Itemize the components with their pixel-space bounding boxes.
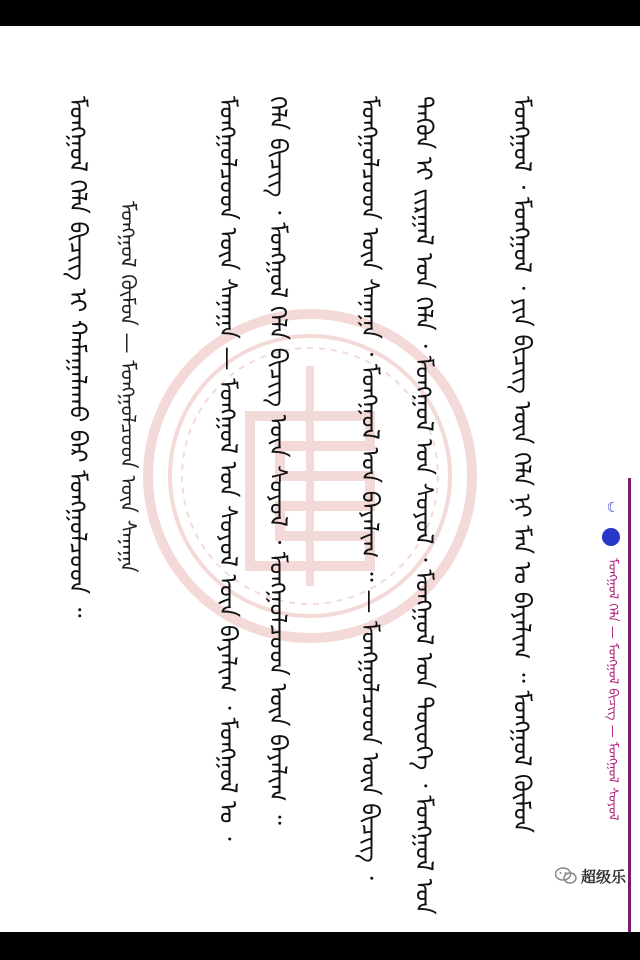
signature-line bbox=[108, 201, 148, 621]
text-line-2-content: ᠲᠡᠭᠦᠨ ᠢ ᠵᠢᠷᠭᠠᠯ ᠤᠨ ᠬᠡᠯᠡ ᠂ ᠮᠣᠩᠭᠣᠯ ᠤᠨ ᠰᠣᠶᠣᠯ ᠂ ᠮᠣᠩᠭᠣᠯ ᠤᠨ ᠲᠦᠦᠬᠡ ᠂ ᠮᠣᠩᠭᠣᠯ ᠤᠨ bbox=[410, 96, 438, 915]
text-line-1-content: ᠮᠣᠩᠭᠣᠯ ᠂ ᠮᠣᠩᠭᠣᠯ ᠂ ᠶᠢᠨ ᠪᠢᠴᠢᠭ ᠦᠨ ᠬᠡᠯᠡ ᠨᠢ ᠮᠠᠨ ᠤ ᠪᠠᠶᠠᠯᠢᠭ ᠃ ᠮᠣᠩᠭᠣᠯ ᠬᠦᠮᠦᠨ bbox=[508, 96, 536, 834]
band-label-text: ᠮᠣᠩᠭᠣᠯ ᠬᠡᠯᠡ — ᠮᠣᠩᠭᠣᠯ ᠪᠢᠴᠢᠭ — ᠮᠣᠩᠭᠣᠯ ᠰᠣᠶᠣᠯ bbox=[605, 558, 620, 821]
brand-name: 超级乐 bbox=[580, 867, 626, 886]
crescent-icon: ☾ bbox=[606, 500, 620, 516]
text-line-6-content: ᠮᠣᠩᠭᠣᠯ ᠬᠡᠯᠡ ᠪᠢᠴᠢᠭ ᠢ ᠬᠠᠮᠠᠭᠠᠯᠠᠬᠤ ᠪᠠᠷ ᠮᠣᠩᠭᠣᠯᠴᠤᠳ ᠃ bbox=[64, 96, 92, 618]
text-line-1 bbox=[502, 96, 542, 886]
text-line-5-content: ᠮᠣᠩᠭᠣᠯᠴᠤᠳ ᠦᠨ ᠰᠠᠨᠠᠭᠠ — ᠮᠣᠩᠭᠣᠯ ᠤᠨ ᠰᠣᠶᠣᠯ ᠦᠨ ᠪᠠᠶᠠᠯᠢᠭ ᠂ ᠮᠣᠩᠭᠣᠯ ᠤ ᠂ bbox=[214, 96, 242, 841]
signature-text: ᠮᠣᠩᠭᠣᠯ ᠬᠦᠮᠦᠨ — ᠮᠣᠩᠭᠣᠯᠴᠤᠳ ᠦᠨ ᠰᠠᠨᠠᠭᠠ bbox=[116, 201, 140, 573]
text-line-5 bbox=[208, 96, 248, 886]
watermark-brand bbox=[555, 864, 626, 888]
dot-icon bbox=[602, 528, 620, 546]
text-line-3 bbox=[350, 96, 390, 886]
text-line-6 bbox=[58, 96, 98, 886]
text-line-2 bbox=[404, 96, 444, 915]
text-line-3-content: ᠮᠣᠩᠭᠣᠯᠴᠤᠳ ᠦᠨ ᠰᠠᠨᠠᠭᠠ ᠂ ᠮᠣᠩᠭᠣᠯ ᠤᠨ ᠪᠠᠶᠠᠯᠢᠭ ᠃ — ᠮᠣᠩᠭᠣᠯᠴᠤᠳ ᠦᠨ ᠪᠢᠴᠢᠭ ᠂ bbox=[356, 96, 384, 880]
band-divider bbox=[628, 478, 631, 932]
text-line-4 bbox=[258, 96, 298, 886]
wechat-icon bbox=[555, 867, 577, 885]
document-page bbox=[0, 26, 640, 932]
text-line-4-content: ᠬᠡᠯᠡ ᠪᠢᠴᠢᠭ ᠂ ᠮᠣᠩᠭᠣᠯ ᠬᠡᠯᠡ ᠪᠢᠴᠢᠭ ᠦᠨ ᠰᠣᠶᠣᠯ ᠂ ᠮᠣᠩᠭᠣᠯᠴᠤᠳ ᠦᠨ ᠪᠠᠶᠠᠯᠢᠭ ᠃ bbox=[264, 96, 292, 825]
